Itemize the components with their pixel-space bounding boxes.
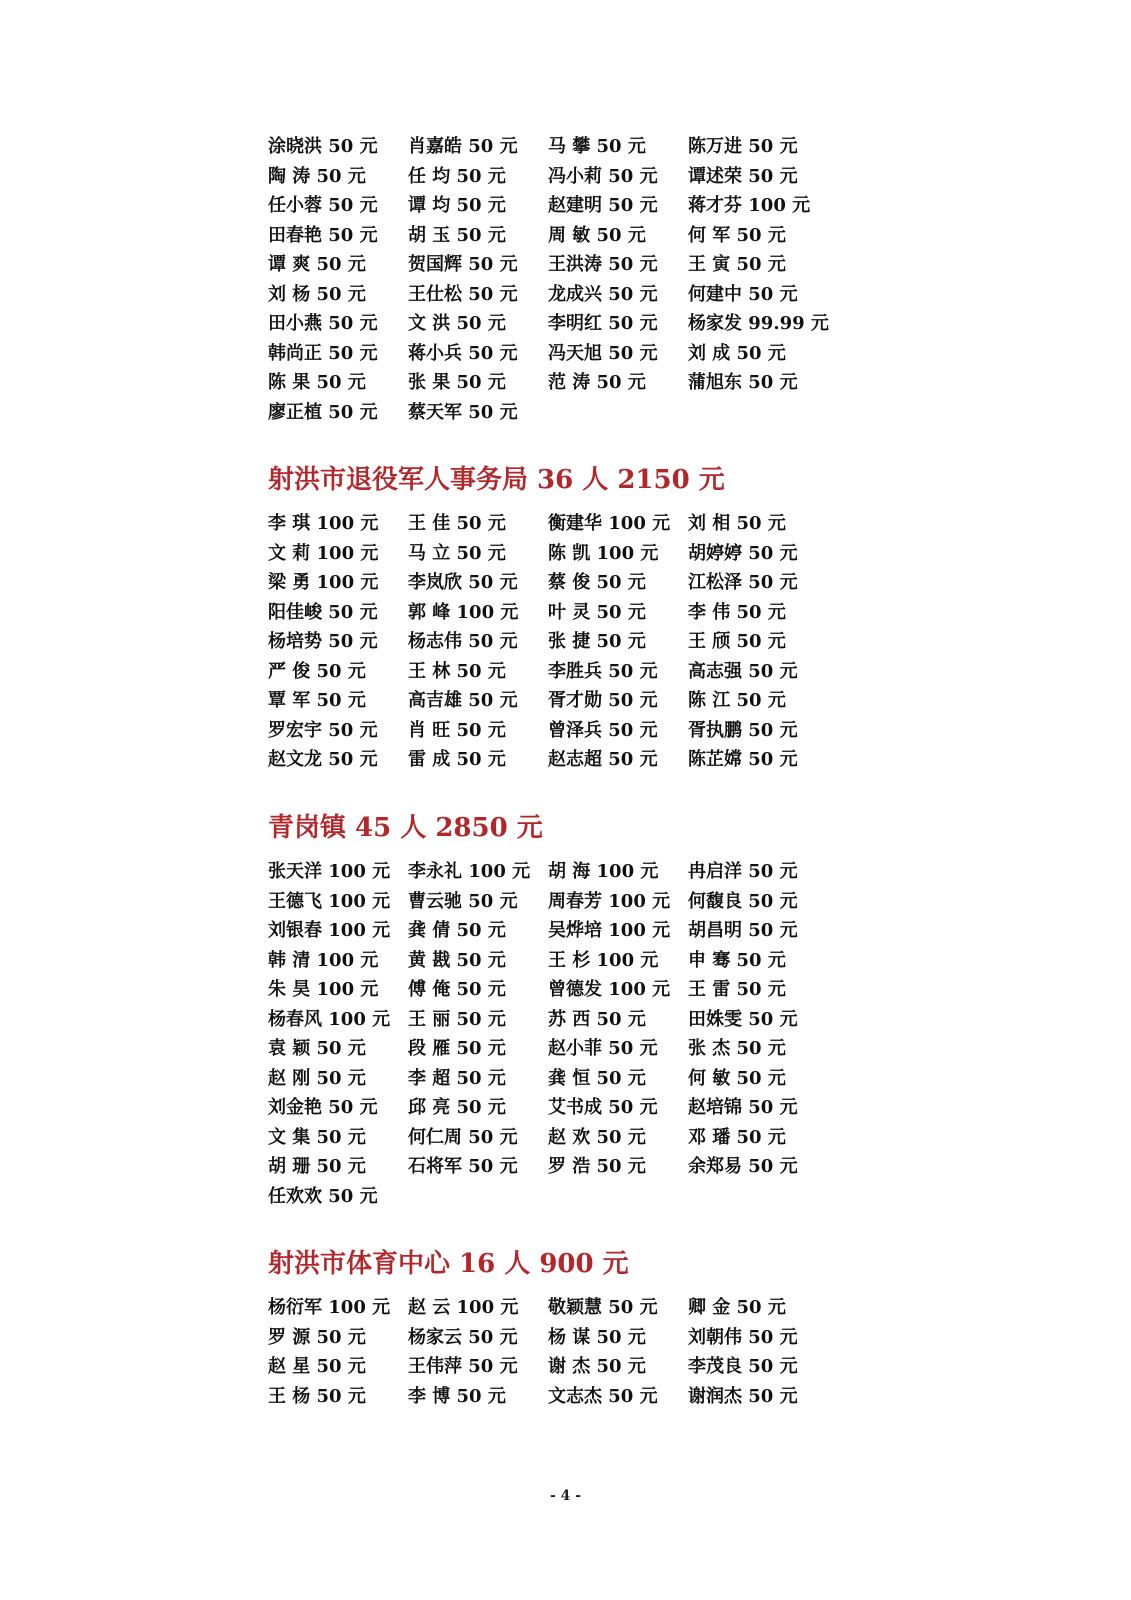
donor-entry: 王 佳 50 元 [408,513,506,534]
donor-entry: 覃 军 50 元 [268,690,366,711]
donor-entry: 任 均 50 元 [408,165,506,187]
donor-entry: 王 雷 50 元 [688,979,786,1000]
donor-entry: 王 寅 50 元 [688,254,786,275]
donor-entry: 雷 成 50 元 [408,749,506,770]
donor-entry: 何馥良 50 元 [688,890,798,912]
donor-entry: 何 军 50 元 [688,224,786,246]
donor-entry: 敬颖慧 50 元 [548,1297,658,1318]
donor-entry: 艾书成 50 元 [548,1097,658,1118]
donor-entry: 陈万进 50 元 [688,136,798,157]
donor-entry: 张 捷 50 元 [548,631,646,652]
donor-entry: 杨培势 50 元 [268,631,378,652]
donor-entry: 赵 欢 50 元 [548,1126,646,1148]
donor-entry: 赵培锦 50 元 [688,1097,798,1118]
donor-entry: 江松泽 50 元 [688,572,798,593]
donor-entry: 田姝雯 50 元 [688,1008,798,1030]
donor-entry: 周 敏 50 元 [548,224,646,246]
donor-entry: 罗 浩 50 元 [548,1156,646,1177]
donor-entry: 蒋才芬 100 元 [688,195,811,216]
donor-entry: 杨 谋 50 元 [548,1326,646,1348]
donor-list [268,857,858,1211]
donor-entry: 刘 杨 50 元 [268,283,366,305]
donor-entry: 胡 海 100 元 [548,861,659,882]
donor-entry: 黄 戡 50 元 [408,949,506,971]
donor-entry: 刘 成 50 元 [688,342,786,364]
donor-entry: 邓 璠 50 元 [688,1126,786,1148]
donor-entry: 李明红 50 元 [548,313,658,334]
donor-entry: 高吉雄 50 元 [408,690,518,711]
donor-entry: 傅 俺 50 元 [408,979,506,1000]
donor-entry: 蒋小兵 50 元 [408,342,518,364]
donor-entry: 申 骞 50 元 [688,949,786,971]
donor-entry: 王仕松 50 元 [408,283,518,305]
donor-entry: 杨家云 50 元 [408,1326,518,1348]
donor-entry: 刘金艳 50 元 [268,1097,378,1118]
donor-entry: 范 涛 50 元 [548,372,646,393]
donor-entry: 任小蓉 50 元 [268,195,378,216]
donor-entry: 苏 西 50 元 [548,1008,646,1030]
donor-entry: 阳佳峻 50 元 [268,601,378,623]
donor-entry: 朱 昊 100 元 [268,979,379,1000]
donor-entry: 蔡 俊 50 元 [548,572,646,593]
donor-entry: 谭 爽 50 元 [268,254,366,275]
donor-entry: 衡建华 100 元 [548,513,671,534]
donor-entry: 蒲旭东 50 元 [688,372,798,393]
donor-entry: 刘朝伟 50 元 [688,1326,798,1348]
donor-entry: 胡 玉 50 元 [408,224,506,246]
donor-entry: 赵文龙 50 元 [268,749,378,770]
donor-entry: 龙成兴 50 元 [548,283,658,305]
donor-entry: 张天洋 100 元 [268,861,391,882]
donor-entry: 石将军 50 元 [408,1156,518,1177]
donor-entry: 贺国辉 50 元 [408,254,518,275]
donor-entry: 李 伟 50 元 [688,601,786,623]
donor-entry: 严 俊 50 元 [268,660,366,682]
donor-entry: 胡婷婷 50 元 [688,542,798,564]
donor-entry: 蔡天军 50 元 [408,401,518,423]
donor-entry: 赵小菲 50 元 [548,1038,658,1059]
donor-entry: 王 颀 50 元 [688,631,786,652]
donor-entry: 王 杉 100 元 [548,949,659,971]
donor-entry: 李岚欣 50 元 [408,572,518,593]
donor-entry: 文 洪 50 元 [408,313,506,334]
donor-entry: 涂晓洪 50 元 [268,136,378,157]
page-number: - 4 - [549,1488,582,1504]
donor-entry: 陶 涛 50 元 [268,165,366,187]
donor-entry: 赵 刚 50 元 [268,1067,366,1089]
donor-entry: 韩 清 100 元 [268,949,379,971]
donor-entry: 卿 金 50 元 [688,1297,786,1318]
donor-entry: 王伟萍 50 元 [408,1356,518,1377]
donor-entry: 何仁周 50 元 [408,1126,518,1148]
donor-entry: 胡昌明 50 元 [688,920,798,941]
donor-entry: 段 雁 50 元 [408,1038,506,1059]
donor-entry: 周春芳 100 元 [548,890,671,912]
section-heading: 射洪市退役军人事务局 36 人 2150 元 [268,465,725,495]
donor-list [268,132,858,427]
donor-entry: 赵建明 50 元 [548,195,658,216]
donor-list [268,509,858,775]
donor-entry: 李 琪 100 元 [268,513,379,534]
donor-entry: 何 敏 50 元 [688,1067,786,1089]
donor-entry: 王德飞 100 元 [268,890,391,912]
donor-entry: 陈芷嫦 50 元 [688,749,798,770]
donor-entry: 文 集 50 元 [268,1126,366,1148]
donor-entry: 冯小莉 50 元 [548,165,658,187]
donor-entry: 马 立 50 元 [408,542,506,564]
donor-entry: 赵 云 100 元 [408,1297,519,1318]
donor-entry: 王 丽 50 元 [408,1008,506,1030]
donor-entry: 龚 倩 50 元 [408,920,506,941]
donor-entry: 冉启洋 50 元 [688,861,798,882]
donor-entry: 文志杰 50 元 [548,1385,658,1407]
donor-entry: 曾泽兵 50 元 [548,719,658,741]
donor-entry: 李 博 50 元 [408,1385,506,1407]
donor-entry: 谭述荣 50 元 [688,165,798,187]
donor-entry: 余郑易 50 元 [688,1156,798,1177]
donor-entry: 龚 恒 50 元 [548,1067,646,1089]
donor-entry: 谢 杰 50 元 [548,1356,646,1377]
donor-entry: 曾德发 100 元 [548,979,671,1000]
donor-entry: 罗宏宇 50 元 [268,719,378,741]
donor-entry: 任欢欢 50 元 [268,1185,378,1207]
donor-entry: 陈 凯 100 元 [548,542,659,564]
donor-entry: 杨家发 99.99 元 [688,313,829,334]
donor-entry: 袁 颖 50 元 [268,1038,366,1059]
donor-entry: 陈 江 50 元 [688,690,786,711]
donor-entry: 韩尚正 50 元 [268,342,378,364]
donor-entry: 何建中 50 元 [688,283,798,305]
donor-entry: 赵志超 50 元 [548,749,658,770]
donor-entry: 刘 相 50 元 [688,513,786,534]
donor-entry: 张 果 50 元 [408,372,506,393]
donor-entry: 谭 均 50 元 [408,195,506,216]
donor-entry: 郭 峰 100 元 [408,601,519,623]
donor-entry: 肖 旺 50 元 [408,719,506,741]
donor-entry: 胥才勋 50 元 [548,690,658,711]
donor-entry: 张 杰 50 元 [688,1038,786,1059]
donor-entry: 肖嘉皓 50 元 [408,136,518,157]
donor-entry: 胥执鹏 50 元 [688,719,798,741]
donor-entry: 李 超 50 元 [408,1067,506,1089]
donor-entry: 胡 珊 50 元 [268,1156,366,1177]
donor-entry: 邱 亮 50 元 [408,1097,506,1118]
section-heading: 射洪市体育中心 16 人 900 元 [268,1249,629,1279]
donor-entry: 冯天旭 50 元 [548,342,658,364]
donor-entry: 廖正植 50 元 [268,401,378,423]
donor-entry: 罗 源 50 元 [268,1326,366,1348]
donor-entry: 刘银春 100 元 [268,920,391,941]
donor-entry: 杨春风 100 元 [268,1008,391,1030]
donor-entry: 杨志伟 50 元 [408,631,518,652]
donor-entry: 王 杨 50 元 [268,1385,366,1407]
donor-entry: 高志强 50 元 [688,660,798,682]
donor-entry: 李茂良 50 元 [688,1356,798,1377]
donor-entry: 文 莉 100 元 [268,542,379,564]
donor-entry: 谢润杰 50 元 [688,1385,798,1407]
donor-entry: 李胜兵 50 元 [548,660,658,682]
donor-list [268,1293,858,1411]
donor-entry: 王 林 50 元 [408,660,506,682]
donor-entry: 王洪涛 50 元 [548,254,658,275]
donor-entry: 曹云驰 50 元 [408,890,518,912]
section-heading: 青岗镇 45 人 2850 元 [268,813,543,843]
donor-entry: 梁 勇 100 元 [268,572,379,593]
donor-entry: 田小燕 50 元 [268,313,378,334]
donor-entry: 赵 星 50 元 [268,1356,366,1377]
donor-entry: 陈 果 50 元 [268,372,366,393]
donor-entry: 田春艳 50 元 [268,224,378,246]
donor-entry: 吴烨培 100 元 [548,920,671,941]
donor-entry: 叶 灵 50 元 [548,601,646,623]
donor-entry: 杨衍军 100 元 [268,1297,391,1318]
donor-entry: 马 攀 50 元 [548,136,646,157]
donor-entry: 李永礼 100 元 [408,861,531,882]
